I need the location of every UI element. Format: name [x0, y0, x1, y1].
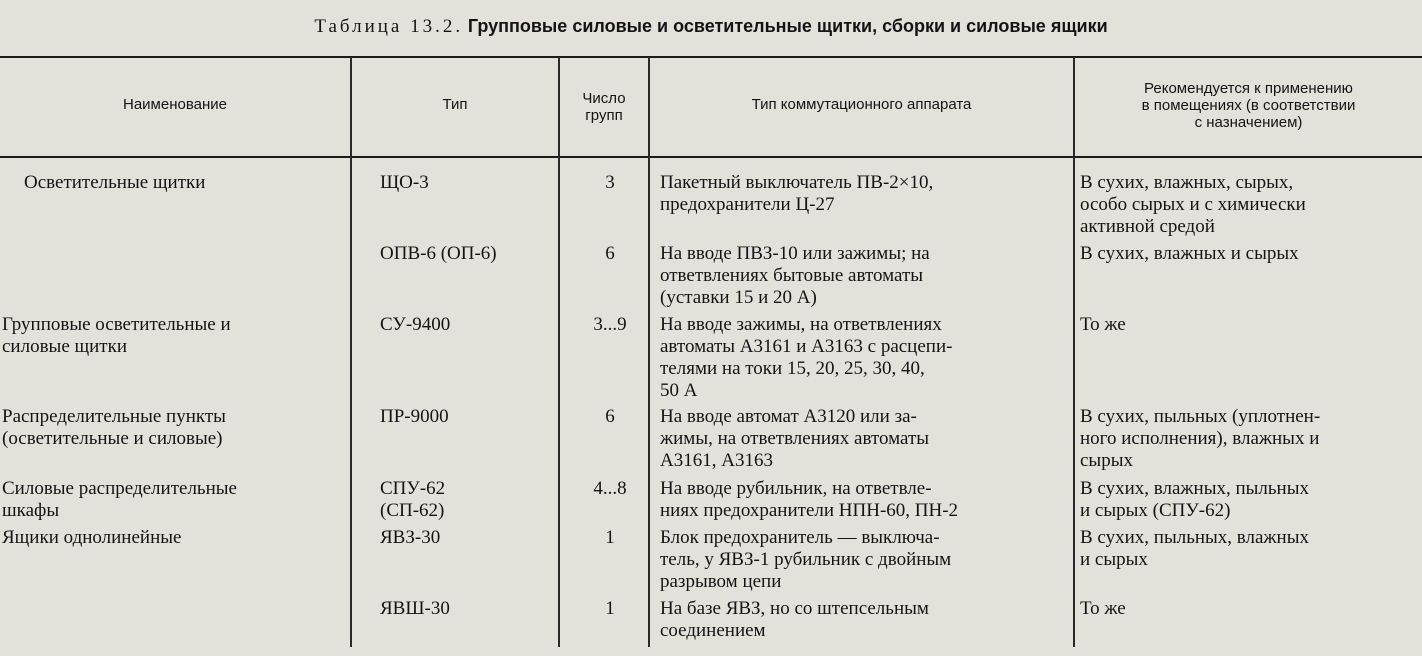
row-groups: 3: [605, 172, 615, 193]
row-type: ЩО-3: [380, 172, 429, 193]
table-number: Таблица 13.2.: [314, 16, 464, 37]
row-groups: 6: [605, 243, 615, 264]
row-type: СУ-9400: [380, 314, 451, 335]
row-device: На вводе ПВЗ-10 или зажимы; на ответвлениях бытовые автоматы (уставки 15 и 20 А): [660, 243, 930, 308]
row-groups: 4...8: [593, 478, 627, 499]
row-name: Осветительные щитки: [24, 172, 206, 193]
row-recommended: В сухих, пыльных (уплотнен- ного исполнения), влажных и сырых: [1080, 406, 1321, 471]
row-groups: 1: [605, 527, 615, 548]
column-divider: [558, 57, 560, 647]
header-recommended: Рекомендуется к применению в помещениях (в соответствии с назначением): [1141, 80, 1356, 131]
row-groups: 3...9: [593, 314, 627, 335]
row-device: На базе ЯВЗ, но со штепсельным соединением: [660, 598, 929, 641]
row-device: На вводе автомат А3120 или за- жимы, на ответвлениях автоматы А3161, А3163: [660, 406, 930, 471]
row-device: На вводе рубильник, на ответвле- ниях предохранители НПН-60, ПН-2: [660, 478, 959, 521]
table-caption: [0, 16, 1422, 38]
table-title: Групповые силовые и осветительные щитки, сборки и силовые ящики: [467, 16, 1108, 36]
row-device: Блок предохранитель — выключа- тель, у ЯВЗ-1 рубильник с двойным разрывом цепи: [660, 527, 952, 592]
row-recommended: В сухих, влажных и сырых: [1080, 243, 1299, 264]
header-name: Наименование: [123, 96, 227, 113]
header-groups: Число групп: [582, 90, 626, 124]
row-recommended: В сухих, пыльных, влажных и сырых: [1080, 527, 1309, 570]
row-name: Силовые распределительные шкафы: [2, 478, 237, 521]
row-recommended: В сухих, влажных, сырых, особо сырых и с химически активной средой: [1080, 172, 1306, 237]
row-name: Групповые осветительные и силовые щитки: [2, 314, 231, 357]
row-name: Распределительные пункты (осветительные и силовые): [2, 406, 226, 449]
top-rule: [0, 56, 1422, 58]
header-rule: [0, 156, 1422, 158]
row-recommended: То же: [1080, 314, 1126, 335]
row-type: СПУ-62 (СП-62): [380, 478, 446, 521]
row-type: ПР-9000: [380, 406, 449, 427]
row-device: На вводе зажимы, на ответвлениях автоматы А3161 и А3163 с расцепи- телями на токи 15, 20, 25, 30, 40, 50 А: [660, 314, 953, 401]
row-type: ОПВ-6 (ОП-6): [380, 243, 497, 264]
row-groups: 6: [605, 406, 615, 427]
column-divider: [1073, 57, 1075, 647]
row-recommended: В сухих, влажных, пыльных и сырых (СПУ-62): [1080, 478, 1309, 521]
column-divider: [648, 57, 650, 647]
row-type: ЯВЗ-30: [380, 527, 441, 548]
row-name: Ящики однолинейные: [2, 527, 182, 548]
row-device: Пакетный выключатель ПВ-2×10, предохранители Ц-27: [660, 172, 934, 215]
row-groups: 1: [605, 598, 615, 619]
header-device: Тип коммутационного аппарата: [751, 96, 972, 113]
header-type: Тип: [442, 96, 468, 113]
column-divider: [350, 57, 352, 647]
row-type: ЯВШ-30: [380, 598, 450, 619]
row-recommended: То же: [1080, 598, 1126, 619]
